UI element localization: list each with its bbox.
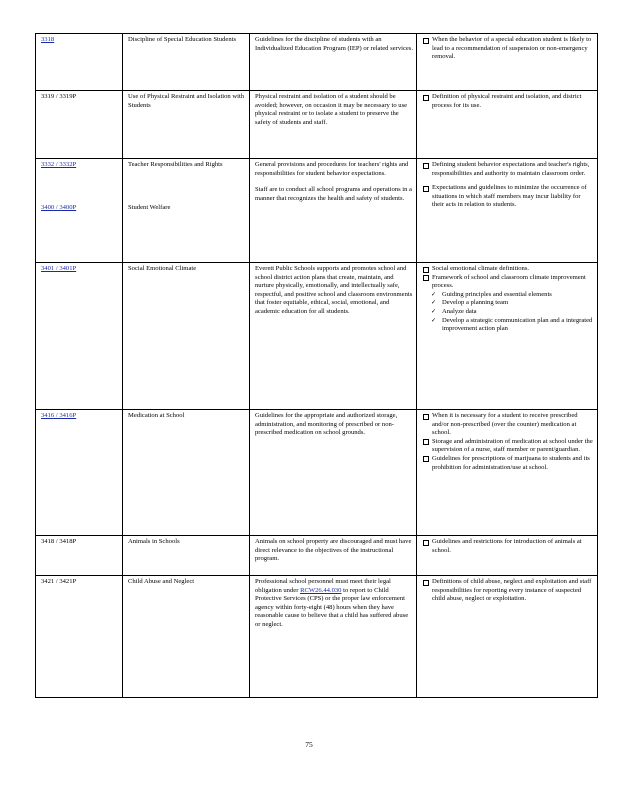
bullet-item: Defining student behavior expectations and teacher's rights, responsibilities and authority to maintain classroom order.: [422, 161, 594, 178]
policy-description: Guidelines for the appropriate and authorized storage, administration, and monitoring of prescribed or non-prescribed medication on school grounds.: [255, 412, 398, 437]
policy-title: Student Welfare: [128, 203, 171, 211]
policy-title-cell: [123, 410, 250, 536]
policy-title: Social Emotional Climate: [128, 265, 197, 272]
policy-description-cell: [250, 34, 417, 91]
table-row: [36, 410, 598, 536]
policy-notes-cell: [417, 263, 598, 410]
description-text: to report to Child Protective Services (CPS) or the proper law enforcement agency within forty-eight (48) hours when they have reasonable cause to believe that a child has suffered abuse or neglect.: [255, 586, 409, 628]
policy-code-link[interactable]: 3416 / 3416P: [41, 412, 77, 419]
table-row: [36, 536, 598, 576]
policy-notes-cell: [417, 91, 598, 159]
policy-code: 3421 / 3421P: [41, 578, 77, 585]
checkmark-item: ✓ Guiding principles and essential elements: [422, 291, 594, 300]
policy-code-cell: [36, 159, 123, 263]
bullet-item: Framework of school and classroom climate improvement process.: [422, 274, 594, 291]
policy-description: Animals on school property are discouraged and must have direct relevance to the objectives of the instructional program.: [255, 538, 412, 563]
policy-description-cell: [250, 263, 417, 410]
policy-code-line: [41, 265, 119, 274]
policy-description: Staff are to conduct all school programs and operations in a manner that recognizes the health and safety of students.: [255, 186, 412, 202]
policy-code: 3418 / 3418P: [41, 538, 77, 545]
policy-code-link[interactable]: 3401 / 3401P: [41, 265, 77, 272]
checkmark-item: ✓ Develop a strategic communication plan and a integrated improvement action plan: [422, 317, 594, 334]
bullet-item: Guidelines and restrictions for introduction of animals at school.: [422, 538, 594, 555]
rcw-link[interactable]: RCW26.44.030: [300, 586, 342, 594]
table-row: [36, 576, 598, 698]
policy-title-cell: [123, 576, 250, 698]
policy-description-cell: [250, 91, 417, 159]
policy-code-line: [41, 204, 119, 213]
table-row: [36, 91, 598, 159]
policy-code-line: [41, 412, 119, 421]
policy-title: Child Abuse and Neglect: [128, 578, 195, 585]
bullet-item: When it is necessary for a student to receive prescribed and/or non-prescribed (over the counter) medication at school.: [422, 412, 594, 438]
page-number: 75: [305, 740, 313, 749]
policy-code-line: [41, 578, 119, 587]
bullet-item: Definitions of child abuse, neglect and exploitation and staff responsibilities for reporting every instance of suspected child abuse, neglect or exploitation.: [422, 578, 594, 604]
policy-code-line: [41, 36, 119, 45]
policy-description-cell: [250, 536, 417, 576]
policy-title: Teacher Responsibilities and Rights: [128, 161, 223, 168]
bullet-item: Storage and administration of medication at school under the supervision of a nurse, staff member or parent/guardian.: [422, 438, 594, 455]
policy-title: Use of Physical Restraint and Isolation with Students: [128, 93, 245, 109]
policy-title-cell: [123, 159, 250, 263]
policy-code-line: [41, 161, 119, 170]
policy-code-link[interactable]: 3332 / 3332P: [41, 161, 77, 168]
policy-title-cell: [123, 536, 250, 576]
policy-code-cell: [36, 410, 123, 536]
policy-title-cell: [123, 263, 250, 410]
checkmark-item: ✓ Develop a planning team: [422, 299, 594, 308]
policy-description-cell: [250, 410, 417, 536]
bullet-item: Guidelines for prescriptions of marijuana to students and its prohibition for administration/use at school.: [422, 455, 594, 472]
bullet-item: Expectations and guidelines to minimize the occurrence of situations in which staff members may incur liability for their acts in relation to students.: [422, 184, 594, 210]
policy-description: Physical restraint and isolation of a student should be avoided; however, on occasion it may be necessary to use physical restraint or to isolate a student to preserve the safety of students and staff.: [255, 93, 408, 126]
policy-notes-cell: [417, 576, 598, 698]
policy-code-link[interactable]: 3318: [41, 36, 55, 43]
policy-code-cell: [36, 263, 123, 410]
bullet-item: Definition of physical restraint and isolation, and district process for its use.: [422, 93, 594, 110]
table-row: [36, 263, 598, 410]
bullet-item: When the behavior of a special education student is likely to lead to a recommendation of suspension or non-emergency removal.: [422, 36, 594, 62]
policy-notes-cell: [417, 34, 598, 91]
policy-description-cell: [250, 159, 417, 263]
policy-title: Discipline of Special Education Students: [128, 36, 237, 43]
policy-title-cell: [123, 91, 250, 159]
policy-description: Guidelines for the discipline of students with an Individualized Education Program (IEP) or related services.: [255, 36, 414, 52]
policy-code: 3319 / 3319P: [41, 93, 77, 100]
bullet-item: Social emotional climate definitions.: [422, 265, 594, 274]
policy-code-cell: [36, 536, 123, 576]
checkmark-item: ✓ Analyze data: [422, 308, 594, 317]
policy-description: [255, 578, 413, 630]
policy-table: [35, 33, 598, 698]
policy-title: Medication at School: [128, 412, 185, 419]
description-text: Professional school personnel must meet their legal obligation under: [255, 578, 391, 594]
policy-description: General provisions and procedures for teachers' rights and responsibilities for student behavior expectations.: [255, 161, 409, 177]
policy-title: Animals in Schools: [128, 538, 180, 545]
policy-notes-cell: [417, 410, 598, 536]
table-row: [36, 34, 598, 91]
policy-code-cell: [36, 91, 123, 159]
policy-notes-cell: [417, 536, 598, 576]
policy-notes-cell: [417, 159, 598, 263]
policy-title-cell: [123, 34, 250, 91]
policy-code-cell: [36, 576, 123, 698]
policy-description: Everett Public Schools supports and promotes school and school district action plans that create, maintain, and nurture physically, emotionally, and intellectually safe, respectful, and positive school and classroom environments that foster equitable, ethical, social, emotional, and academic education for all students.: [255, 265, 413, 315]
policy-code-line: [41, 93, 119, 102]
policy-code-cell: [36, 34, 123, 91]
table-row: [36, 159, 598, 263]
policy-description-cell: [250, 576, 417, 698]
policy-code-link[interactable]: 3400 / 3400P: [41, 203, 77, 211]
policy-code-line: [41, 538, 119, 547]
